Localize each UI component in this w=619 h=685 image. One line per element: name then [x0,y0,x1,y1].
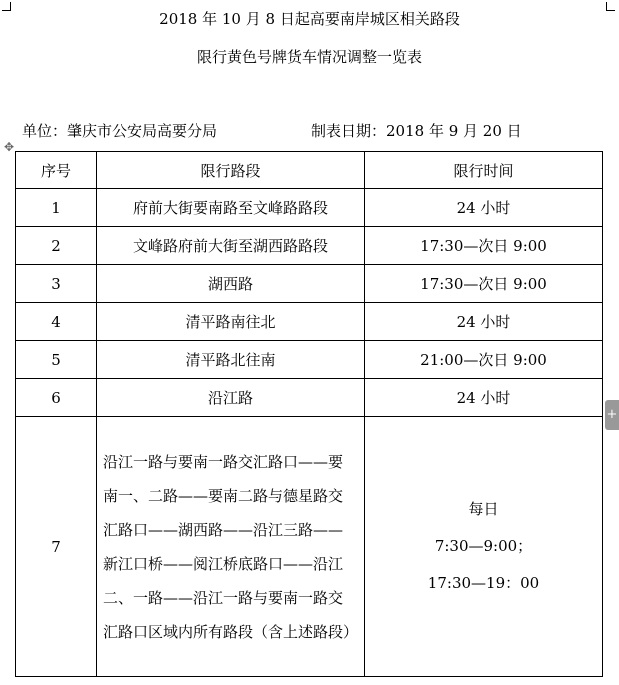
cell-no: 4 [16,303,97,341]
header-time: 限行时间 [365,152,603,189]
time-line: 7:30—9:00； [434,537,533,555]
cell-time [365,417,603,677]
table-row [16,341,603,379]
document-title-line1: 2018 年 10 月 8 日起高要南岸城区相关路段 [159,10,460,28]
cell-route [97,417,365,677]
header-route: 限行路段 [97,152,365,189]
cell-route: 清平路北往南 [97,341,365,379]
restriction-table [15,151,603,677]
cell-time: 24 小时 [365,303,603,341]
table-row [16,303,603,341]
cell-time: 17:30—次日 9:00 [365,227,603,265]
cell-time: 24 小时 [365,379,603,417]
move-icon[interactable]: ✥ [3,140,15,154]
cell-no: 7 [16,417,97,677]
cell-route: 清平路南往北 [97,303,365,341]
cell-route: 府前大街要南路至文峰路路段 [97,189,365,227]
cell-route: 沿江路 [97,379,365,417]
cell-no: 5 [16,341,97,379]
cell-time: 21:00—次日 9:00 [365,341,603,379]
document-title-line2: 限行黄色号牌货车情况调整一览表 [196,48,422,66]
table-header-row [16,152,603,189]
table-row [16,227,603,265]
route-description: 沿江一路与要南一路交汇路口——要南一、二路——要南二路与德星路交汇路口——湖西路——沿江三路——新江口桥——阅江桥底路口——沿江二、一路——沿江一路与要南一路交汇路口区域内所有路段（含上述路段） [103,452,359,641]
add-icon[interactable]: + [605,400,619,430]
table-row [16,189,603,227]
time-line: 每日 [468,500,499,518]
cell-route: 湖西路 [97,265,365,303]
cell-no: 2 [16,227,97,265]
table-row [16,417,603,677]
table-date: 制表日期：2018 年 9 月 20 日 [311,122,522,140]
table-row [16,379,603,417]
issuing-unit: 单位：肇庆市公安局高要分局 [22,122,218,140]
cell-time: 24 小时 [365,189,603,227]
cell-time: 17:30—次日 9:00 [365,265,603,303]
cell-route: 文峰路府前大街至湖西路路段 [97,227,365,265]
table-row [16,265,603,303]
time-line: 17:30—19：00 [427,574,540,592]
cell-no: 6 [16,379,97,417]
header-no: 序号 [16,152,97,189]
cell-no: 1 [16,189,97,227]
cell-no: 3 [16,265,97,303]
